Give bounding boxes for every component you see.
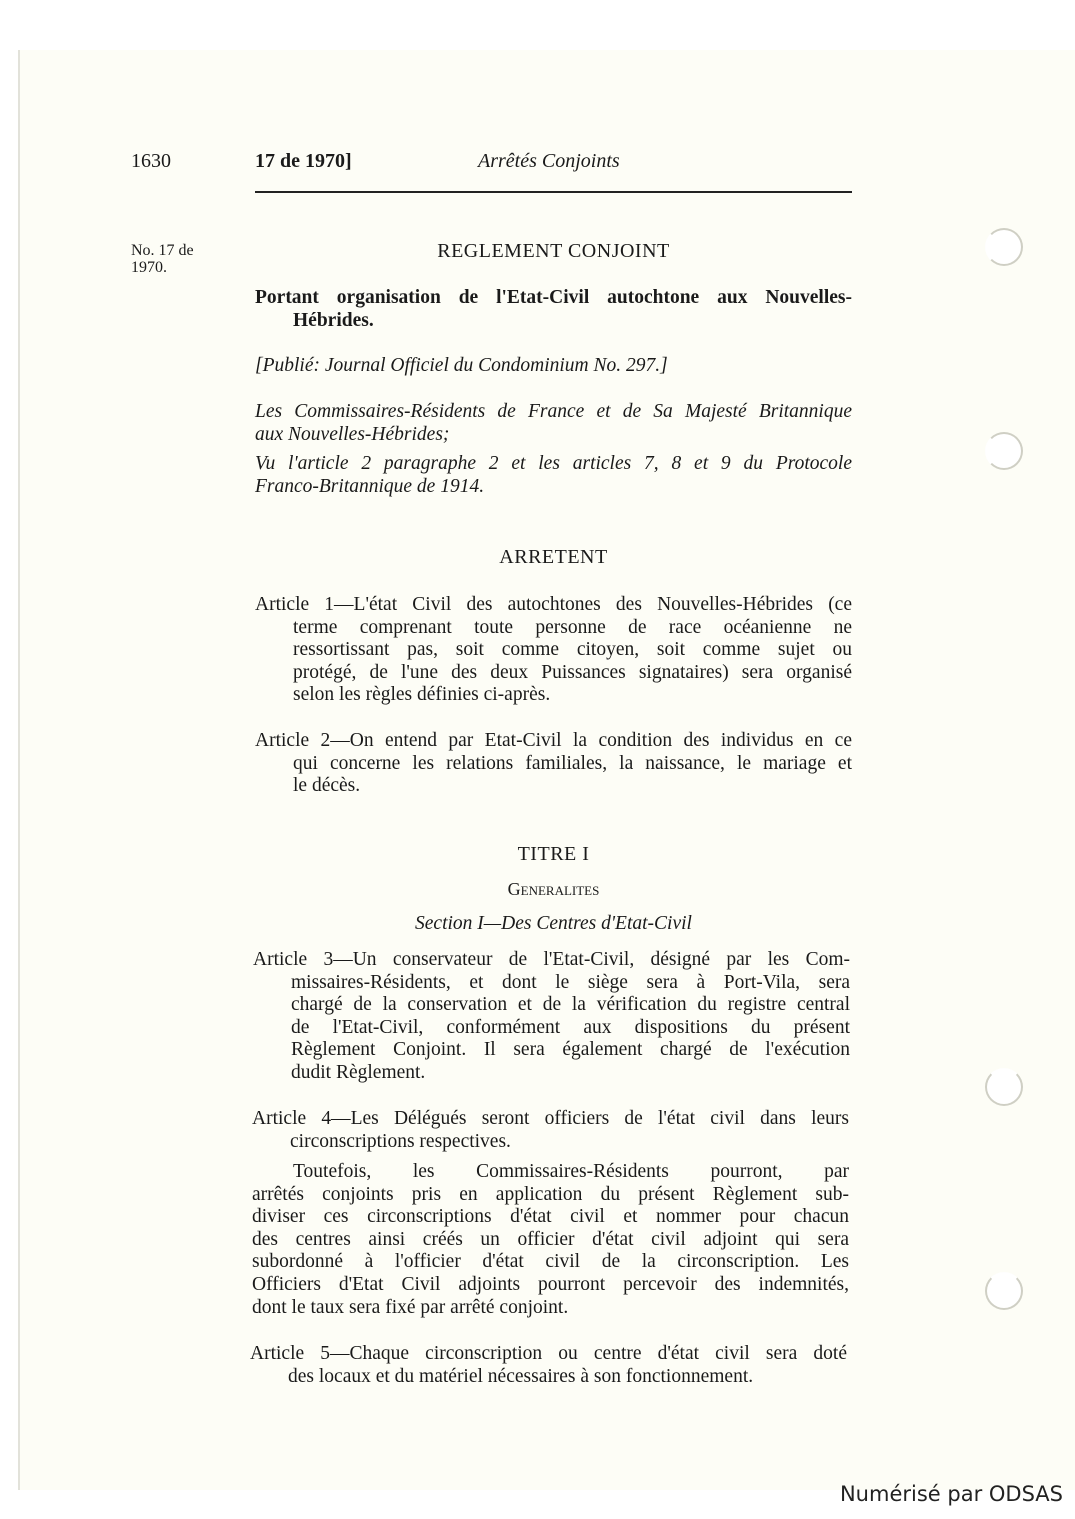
text-line: Hébrides.	[293, 309, 374, 331]
titre-heading: TITRE I	[517, 843, 590, 865]
margin-note-line: No. 17 de	[131, 242, 194, 259]
text-line: diviser ces circonscriptions d'état civil et nommer pour chacun	[252, 1206, 849, 1228]
text-line: chargé de la conservation et de la vérification du registre central	[291, 994, 850, 1016]
text-line: aux Nouvelles-Hébrides;	[255, 423, 450, 445]
text-line: Les Commissaires-Résidents de France et de Sa Majesté Britannique	[255, 401, 852, 422]
document-title: REGLEMENT CONJOINT	[437, 240, 670, 262]
header-rule	[255, 191, 852, 193]
text-line: Article 4—Les Délégués seront officiers de l'état civil dans leurs	[252, 1108, 849, 1129]
margin-note	[131, 242, 194, 276]
text-line: Règlement Conjoint. Il sera également chargé de l'exécution	[291, 1039, 850, 1061]
article-5	[250, 1343, 847, 1388]
text-line: le décès.	[293, 775, 361, 797]
text-line: de l'Etat-Civil, conformément aux dispositions du présent	[291, 1016, 850, 1038]
text-line: arrêtés conjoints pris en application du présent Règlement sub-	[252, 1183, 849, 1205]
text-line: qui concerne les relations familiales, la naissance, le mariage et	[293, 752, 852, 774]
text-line: Vu l'article 2 paragraphe 2 et les articles 7, 8 et 9 du Protocole	[255, 453, 852, 474]
article-4-para	[252, 1161, 849, 1319]
text-line: Toutefois, les Commissaires-Résidents pourront, par	[293, 1161, 849, 1182]
article-2	[255, 730, 852, 798]
text-line: Officiers d'Etat Civil adjoints pourront percevoir des indemnités,	[252, 1273, 849, 1295]
text-line: des locaux et du matériel nécessaires à son fonctionnement.	[288, 1365, 754, 1387]
punch-hole	[985, 1068, 1023, 1106]
publication	[255, 355, 852, 378]
subtitle	[255, 287, 852, 332]
text-line: circonscriptions respectives.	[290, 1130, 511, 1152]
text-line: Article 2—On entend par Etat-Civil la condition des individus en ce	[255, 730, 852, 751]
text-line: terme comprenant toute personne de race océanienne ne	[293, 616, 852, 638]
text-line: Article 3—Un conservateur de l'Etat-Civil, désigné par les Com-	[253, 949, 850, 970]
page-number: 1630	[131, 150, 171, 172]
text-line: selon les règles définies ci-après.	[293, 684, 551, 706]
running-title: Arrêtés Conjoints	[478, 150, 620, 172]
text-line: Portant organisation de l'Etat-Civil autochtone aux Nouvelles-	[255, 287, 852, 308]
header-reference: 17 de 1970]	[255, 150, 352, 172]
text-line: subordonné à l'officier d'état civil de la circonscription. Les	[252, 1251, 849, 1273]
article-3	[253, 949, 850, 1085]
punch-hole	[985, 432, 1023, 470]
text-line: missaires-Résidents, et dont le siège sera à Port-Vila, sera	[291, 971, 850, 993]
text-line: Franco-Britannique de 1914.	[255, 475, 485, 497]
punch-hole	[985, 1272, 1023, 1310]
text-line: protégé, de l'une des deux Puissances signataires) sera organisé	[293, 661, 852, 683]
margin-note-line: 1970.	[131, 259, 167, 276]
preamble-1	[255, 401, 852, 446]
preamble-2	[255, 453, 852, 498]
text-line: [Publié: Journal Officiel du Condominium No. 297.]	[255, 355, 668, 376]
generalites-heading: Generalites	[507, 879, 600, 899]
article-1	[255, 594, 852, 707]
text-line: dudit Règlement.	[291, 1061, 426, 1083]
digitization-stamp: Numérisé par ODSAS	[839, 1482, 1063, 1506]
text-line: Article 1—L'état Civil des autochtones des Nouvelles-Hébrides (ce	[255, 594, 852, 615]
text-line: ressortissant pas, soit comme citoyen, soit comme sujet ou	[293, 639, 852, 661]
section-heading: Section I—Des Centres d'Etat-Civil	[415, 913, 692, 934]
article-4	[252, 1108, 849, 1153]
text-line: dont le taux sera fixé par arrêté conjoint.	[252, 1296, 569, 1318]
arretent-heading: ARRETENT	[499, 546, 608, 568]
text-line: Article 5—Chaque circonscription ou centre d'état civil sera doté	[250, 1343, 847, 1364]
punch-hole	[985, 228, 1023, 266]
text-line: des centres ainsi créés un officier d'état civil adjoint qui sera	[252, 1228, 849, 1250]
